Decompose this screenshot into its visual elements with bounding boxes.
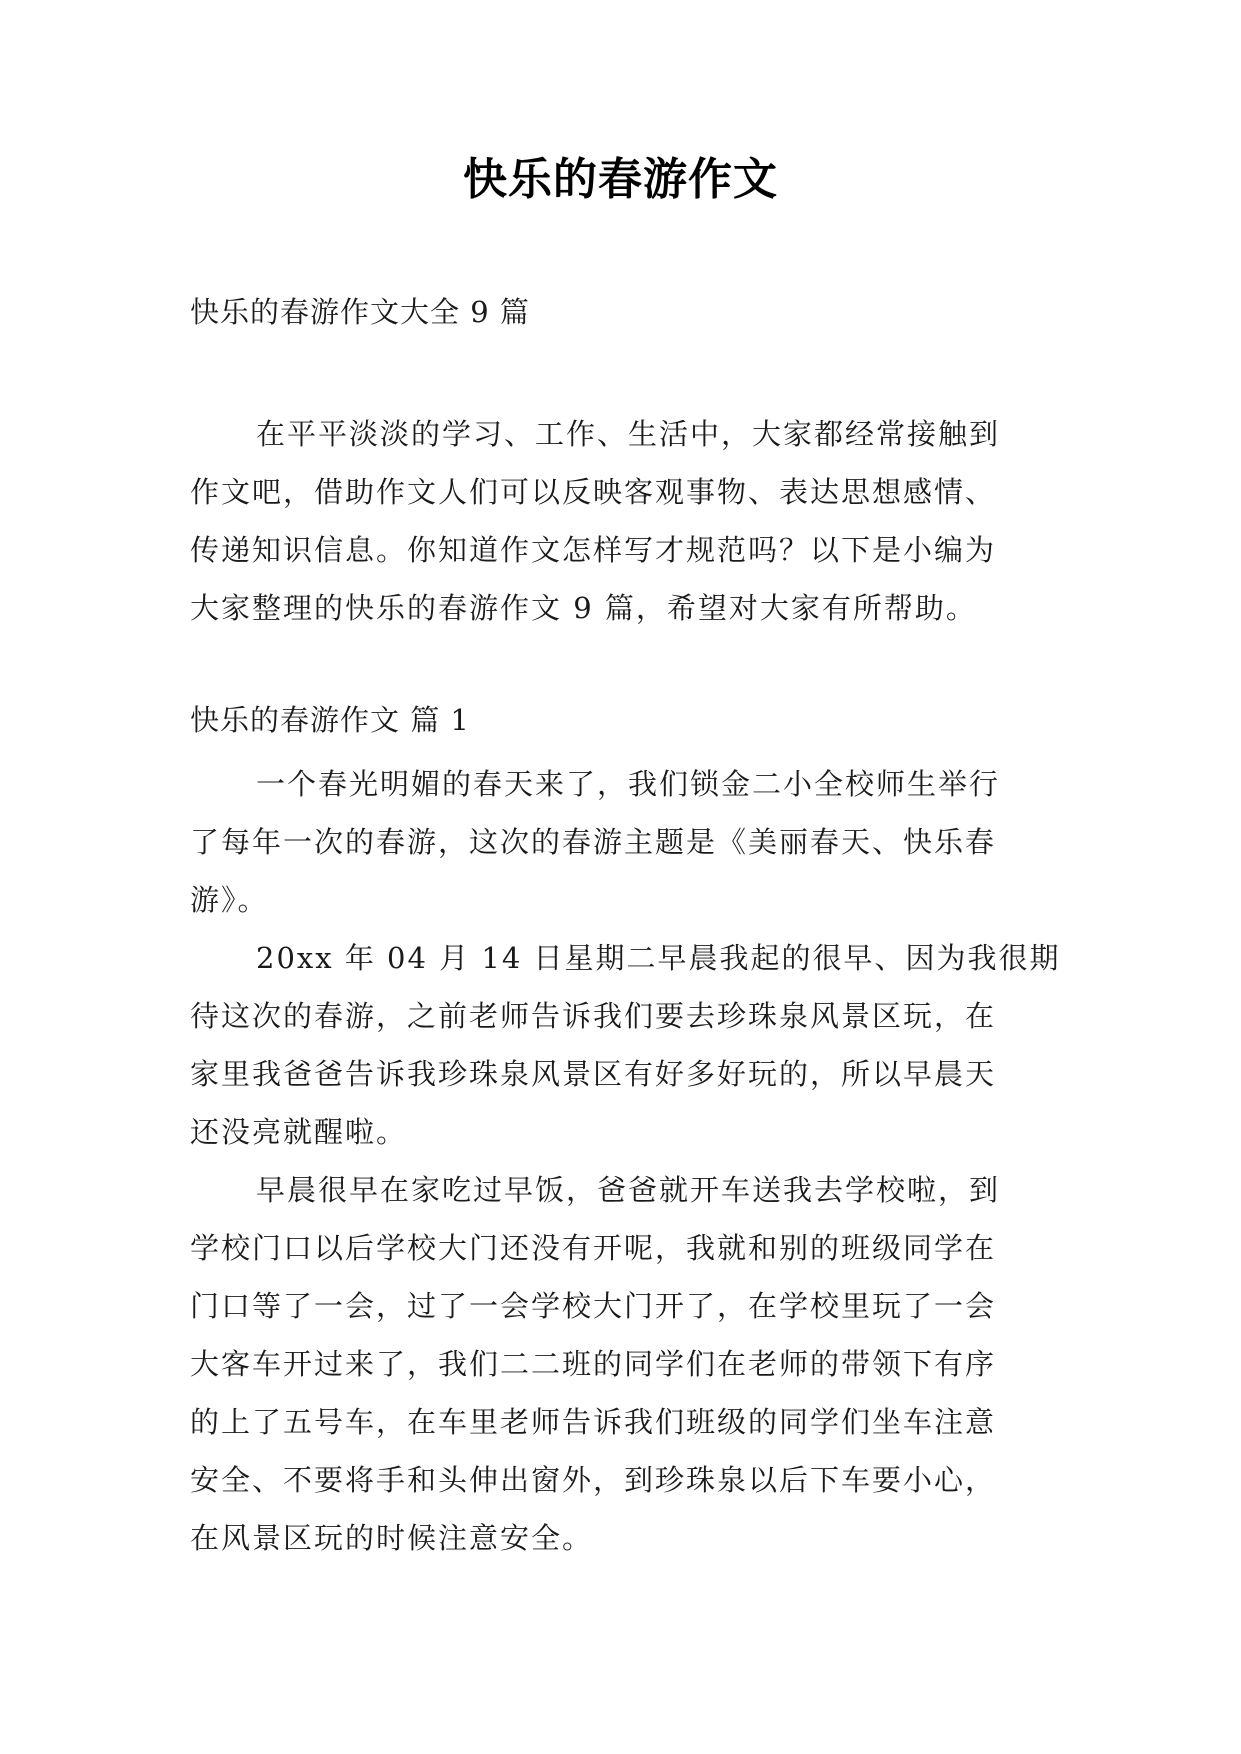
intro-line: 传递知识信息。你知道作文怎样写才规范吗？以下是小编为 [190,533,997,567]
paragraph-2 [190,929,1070,1161]
intro-line: 作文吧，借助作文人们可以反映客观事物、表达思想感情、 [190,475,997,509]
paragraph-line: 安全、不要将手和头伸出窗外，到珍珠泉以后下车要小心， [190,1463,997,1497]
paragraph-line: 游》。 [190,883,269,917]
paragraph-line: 门口等了一会，过了一会学校大门开了，在学校里玩了一会 [190,1289,997,1323]
paragraph-line: 20xx 年 04 月 14 日星期二早晨我起的很早、因为我很期 [256,941,1061,975]
paragraph-line: 的上了五号车，在车里老师告诉我们班级的同学们坐车注意 [190,1405,997,1439]
document-subtitle: 快乐的春游作文大全 9 篇 [190,295,530,329]
paragraph-line: 大客车开过来了，我们二二班的同学们在老师的带领下有序 [190,1347,997,1381]
essay-body [190,755,1070,1567]
paragraph-line: 在风景区玩的时候注意安全。 [190,1521,594,1555]
paragraph-line: 学校门口以后学校大门还没有开呢，我就和别的班级同学在 [190,1231,997,1265]
paragraph-1 [190,755,1070,929]
paragraph-line: 家里我爸爸告诉我珍珠泉风景区有好多好玩的，所以早晨天 [190,1057,997,1091]
paragraph-3 [190,1161,1070,1567]
paragraph-line: 待这次的春游，之前老师告诉我们要去珍珠泉风景区玩，在 [190,999,997,1033]
section-heading: 快乐的春游作文 篇 1 [190,703,470,737]
intro-line: 大家整理的快乐的春游作文 9 篇，希望对大家有所帮助。 [190,591,977,625]
paragraph-line: 一个春光明媚的春天来了，我们锁金二小全校师生举行 [256,767,1001,801]
paragraph-line: 了每年一次的春游，这次的春游主题是《美丽春天、快乐春 [190,825,997,859]
paragraph-line: 还没亮就醒啦。 [190,1115,408,1149]
document-title: 快乐的春游作文 [463,154,778,205]
intro-line: 在平平淡淡的学习、工作、生活中，大家都经常接触到 [256,417,1001,451]
paragraph-line: 早晨很早在家吃过早饭，爸爸就开车送我去学校啦，到 [256,1173,1001,1207]
intro-paragraph [190,405,1070,637]
